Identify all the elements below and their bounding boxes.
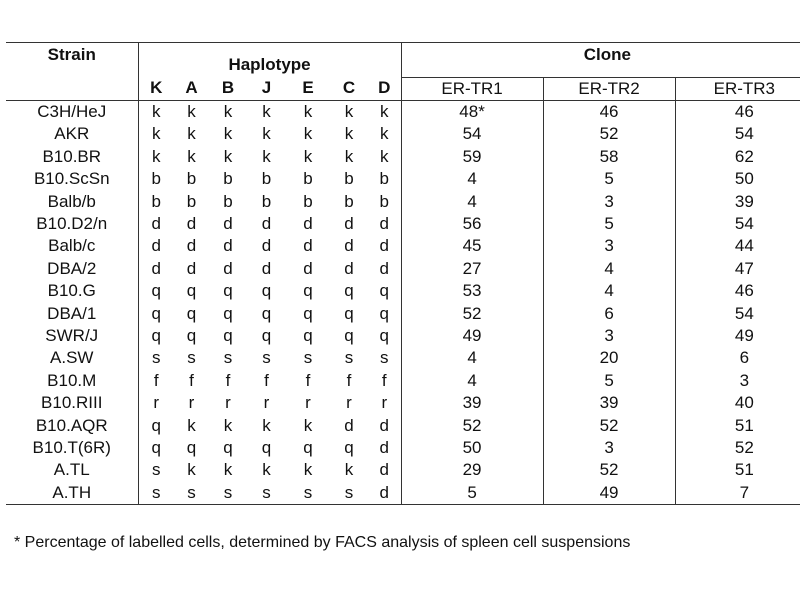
clone-header: Clone xyxy=(401,43,800,78)
clone-value-cell: 49 xyxy=(401,325,543,347)
haplotype-cell: b xyxy=(261,169,272,189)
clone-value-cell: 50 xyxy=(734,169,754,189)
clone-value-cell: 54 xyxy=(401,123,543,145)
haplotype-cell: q xyxy=(303,303,313,323)
haplotype-cell: k xyxy=(368,146,401,168)
clone-value-cell: 54 xyxy=(734,303,754,323)
haplotype-cell: s xyxy=(368,347,401,369)
clone-value-cell: 54 xyxy=(734,214,754,234)
clone-value-cell: 3 xyxy=(543,325,675,347)
clone-value-cell: 5 xyxy=(543,213,675,235)
haplotype-cell: k xyxy=(187,415,196,435)
haplotype-cell: q xyxy=(303,325,313,345)
clone-value-cell: 52 xyxy=(543,123,675,145)
haplotype-cell: d xyxy=(344,258,354,278)
clone-value-cell: 49 xyxy=(543,482,675,505)
table-row xyxy=(6,392,800,414)
haplotype-cell: q xyxy=(186,303,197,323)
clone-value-cell: 45 xyxy=(401,235,543,257)
haplotype-cell: d xyxy=(303,214,313,234)
haplotype-cell: s xyxy=(138,482,174,505)
haplotype-cell: b xyxy=(223,191,233,211)
table-row xyxy=(6,302,800,324)
clone-value-cell: 44 xyxy=(734,236,754,256)
table-row xyxy=(6,123,800,145)
clone-value-cell: 52 xyxy=(734,437,754,457)
haplotype-cell: f xyxy=(305,370,311,390)
clone-value-cell: 56 xyxy=(401,213,543,235)
haplotype-cell: b xyxy=(186,191,197,211)
haplotype-cell: b xyxy=(151,169,161,189)
haplotype-cell: d xyxy=(368,437,401,459)
table-row xyxy=(6,100,800,123)
haplotype-cell: d xyxy=(344,236,354,256)
haplotype-cell: k xyxy=(262,124,271,144)
clone-value-cell: 39 xyxy=(543,392,675,414)
haplotype-cell: s xyxy=(223,348,233,368)
haplotype-cell: b xyxy=(186,169,197,189)
clone-value-cell: 39 xyxy=(401,392,543,414)
table-row xyxy=(6,280,800,302)
haplotype-cell: q xyxy=(223,303,233,323)
strain-cell: B10.BR xyxy=(6,146,138,168)
haplotype-cell: s xyxy=(344,348,354,368)
haplotype-cell: k xyxy=(187,102,196,122)
strain-cell: B10.ScSn xyxy=(6,168,138,190)
haplotype-cell: k xyxy=(368,100,401,123)
haplotype-cell: k xyxy=(303,146,313,166)
strain-cell: B10.AQR xyxy=(6,414,138,436)
clone-value-cell: 48* xyxy=(401,100,543,123)
clone-value-cell: 3 xyxy=(543,190,675,212)
haplotype-cell: r xyxy=(188,393,195,413)
haplotype-cell: s xyxy=(152,348,161,368)
haplotype-cell: q xyxy=(368,302,401,324)
clone-value-cell: 4 xyxy=(401,190,543,212)
clone-value-cell: 5 xyxy=(543,370,675,392)
strain-cell: B10.T(6R) xyxy=(6,437,138,459)
haplotype-cell: q xyxy=(223,281,233,301)
haplotype-column-header: B xyxy=(209,77,247,100)
haplotype-cell: q xyxy=(186,281,197,301)
clone-value-cell: 20 xyxy=(543,347,675,369)
clone-value-cell: 49 xyxy=(734,325,754,345)
haplotype-cell: k xyxy=(344,460,354,480)
clone-value-cell: 52 xyxy=(401,302,543,324)
haplotype-cell: q xyxy=(151,325,161,345)
clone-value-cell: 5 xyxy=(401,482,543,505)
strain-cell: Balb/b xyxy=(6,190,138,212)
strain-table-container xyxy=(6,42,793,505)
haplotype-cell: d xyxy=(368,213,401,235)
haplotype-cell: s xyxy=(209,482,247,505)
haplotype-cell: s xyxy=(330,482,368,505)
clone-value-cell: 51 xyxy=(734,415,754,435)
table-row xyxy=(6,190,800,212)
haplotype-cell: k xyxy=(262,415,271,435)
clone-value-cell: 6 xyxy=(543,302,675,324)
haplotype-cell: d xyxy=(151,236,161,256)
strain-header: Strain xyxy=(6,43,138,101)
haplotype-cell: b xyxy=(261,191,272,211)
clone-column-header: ER-TR2 xyxy=(543,77,675,100)
haplotype-column-header: A xyxy=(174,77,209,100)
haplotype-cell: q xyxy=(151,281,161,301)
haplotype-cell: k xyxy=(262,460,271,480)
haplotype-cell: d xyxy=(186,258,197,278)
clone-value-cell: 54 xyxy=(734,124,754,144)
haplotype-cell: b xyxy=(344,169,354,189)
haplotype-cell: d xyxy=(186,236,197,256)
haplotype-cell: k xyxy=(303,460,313,480)
haplotype-cell: q xyxy=(261,281,272,301)
haplotype-cell: q xyxy=(151,415,161,435)
strain-cell: C3H/HeJ xyxy=(6,100,138,123)
haplotype-cell: k xyxy=(223,124,233,144)
haplotype-cell: r xyxy=(305,393,311,413)
haplotype-cell: f xyxy=(264,370,269,390)
haplotype-cell: q xyxy=(368,280,401,302)
strain-cell: Balb/c xyxy=(6,235,138,257)
haplotype-cell: s xyxy=(174,482,209,505)
table-row xyxy=(6,213,800,235)
haplotype-cell: s xyxy=(187,348,196,368)
strain-cell: DBA/2 xyxy=(6,258,138,280)
haplotype-cell: s xyxy=(152,460,161,480)
clone-value-cell: 4 xyxy=(543,280,675,302)
clone-value-cell: 59 xyxy=(401,146,543,168)
haplotype-column-header: C xyxy=(330,77,368,100)
table-row xyxy=(6,235,800,257)
haplotype-cell: k xyxy=(223,102,233,122)
haplotype-cell: r xyxy=(263,393,270,413)
table-row xyxy=(6,437,800,459)
clone-value-cell: 62 xyxy=(734,146,754,166)
haplotype-cell: k xyxy=(262,102,271,122)
haplotype-cell: q xyxy=(223,325,233,345)
clone-value-cell: 6 xyxy=(739,348,750,368)
clone-value-cell: 50 xyxy=(401,437,543,459)
clone-value-cell: 46 xyxy=(734,102,754,122)
haplotype-cell: d xyxy=(261,236,272,256)
footnote: * Percentage of labelled cells, determined by FACS analysis of spleen cell suspensions xyxy=(14,534,631,551)
haplotype-cell: k xyxy=(152,102,161,122)
table-row xyxy=(6,414,800,436)
haplotype-cell: d xyxy=(261,214,272,234)
haplotype-cell: r xyxy=(225,393,231,413)
clone-value-cell: 7 xyxy=(675,482,800,505)
haplotype-cell: q xyxy=(368,325,401,347)
strain-cell: A.TH xyxy=(6,482,138,505)
clone-value-cell: 4 xyxy=(401,347,543,369)
strain-cell: B10.RIII xyxy=(6,392,138,414)
clone-value-cell: 58 xyxy=(543,146,675,168)
haplotype-cell: k xyxy=(223,146,233,166)
haplotype-column-header: D xyxy=(368,77,401,100)
haplotype-cell: d xyxy=(368,414,401,436)
haplotype-cell: f xyxy=(346,370,352,390)
clone-value-cell: 3 xyxy=(543,437,675,459)
strain-haplotype-clone-table xyxy=(6,42,800,505)
clone-value-cell: 39 xyxy=(734,191,754,211)
clone-value-cell: 4 xyxy=(401,370,543,392)
haplotype-cell: d xyxy=(303,258,313,278)
haplotype-cell: k xyxy=(303,102,313,122)
haplotype-cell: d xyxy=(261,258,272,278)
clone-value-cell: 27 xyxy=(401,258,543,280)
haplotype-cell: k xyxy=(152,124,161,144)
haplotype-cell: d xyxy=(303,236,313,256)
haplotype-cell: d xyxy=(186,214,197,234)
clone-value-cell: 3 xyxy=(739,370,750,390)
haplotype-cell: f xyxy=(368,370,401,392)
clone-value-cell: 5 xyxy=(543,168,675,190)
clone-value-cell: 4 xyxy=(401,168,543,190)
haplotype-cell: s xyxy=(247,482,286,505)
haplotype-cell: q xyxy=(261,325,272,345)
strain-cell: B10.D2/n xyxy=(6,213,138,235)
haplotype-cell: q xyxy=(344,281,354,301)
haplotype-cell: b xyxy=(303,169,313,189)
strain-cell: SWR/J xyxy=(6,325,138,347)
haplotype-cell: q xyxy=(151,437,161,457)
table-row xyxy=(6,459,800,481)
haplotype-cell: f xyxy=(225,370,231,390)
haplotype-cell: q xyxy=(186,325,197,345)
haplotype-cell: s xyxy=(303,348,313,368)
haplotype-cell: b xyxy=(151,191,161,211)
clone-value-cell: 47 xyxy=(734,258,754,278)
clone-value-cell: 53 xyxy=(401,280,543,302)
clone-value-cell: 46 xyxy=(734,281,754,301)
haplotype-cell: d xyxy=(344,415,354,435)
clone-value-cell: 40 xyxy=(734,393,754,413)
haplotype-column-header: K xyxy=(138,77,174,100)
haplotype-cell: q xyxy=(344,325,354,345)
clone-column-header: ER-TR3 xyxy=(675,77,800,100)
haplotype-cell: k xyxy=(223,415,233,435)
clone-value-cell: 51 xyxy=(734,460,754,480)
haplotype-cell: q xyxy=(303,281,313,301)
haplotype-cell: k xyxy=(344,102,354,122)
haplotype-cell: s xyxy=(286,482,330,505)
haplotype-cell: r xyxy=(153,393,160,413)
clone-value-cell: 52 xyxy=(543,414,675,436)
strain-cell: B10.M xyxy=(6,370,138,392)
haplotype-cell: b xyxy=(223,169,233,189)
clone-value-cell: 52 xyxy=(401,414,543,436)
haplotype-cell: r xyxy=(346,393,352,413)
haplotype-cell: d xyxy=(344,214,354,234)
haplotype-cell: q xyxy=(151,303,161,323)
haplotype-cell: d xyxy=(223,258,233,278)
haplotype-column-header: J xyxy=(247,77,286,100)
haplotype-cell: k xyxy=(152,146,161,166)
haplotype-cell: q xyxy=(261,437,272,457)
haplotype-cell: k xyxy=(368,123,401,145)
table-row xyxy=(6,168,800,190)
haplotype-cell: q xyxy=(261,303,272,323)
haplotype-cell: b xyxy=(344,191,354,211)
haplotype-cell: k xyxy=(187,124,196,144)
strain-cell: AKR xyxy=(6,123,138,145)
haplotype-cell: f xyxy=(153,370,159,390)
clone-value-cell: 29 xyxy=(401,459,543,481)
strain-cell: B10.G xyxy=(6,280,138,302)
haplotype-cell: b xyxy=(303,191,313,211)
haplotype-cell: q xyxy=(303,437,313,457)
clone-value-cell: 52 xyxy=(543,459,675,481)
haplotype-cell: d xyxy=(368,258,401,280)
clone-value-cell: 46 xyxy=(543,100,675,123)
clone-column-header: ER-TR1 xyxy=(401,77,543,100)
haplotype-cell: b xyxy=(368,168,401,190)
haplotype-cell: k xyxy=(344,146,354,166)
haplotype-cell: d xyxy=(151,214,161,234)
haplotype-cell: q xyxy=(223,437,233,457)
table-row xyxy=(6,347,800,369)
haplotype-column-header: E xyxy=(286,77,330,100)
table-body xyxy=(6,100,800,504)
table-row xyxy=(6,146,800,168)
haplotype-cell: q xyxy=(186,437,197,457)
haplotype-cell: d xyxy=(368,235,401,257)
table-row xyxy=(6,258,800,280)
haplotype-cell: r xyxy=(368,392,401,414)
haplotype-cell: d xyxy=(223,236,233,256)
haplotype-cell: q xyxy=(344,303,354,323)
haplotype-cell: f xyxy=(189,370,194,390)
strain-cell: A.SW xyxy=(6,347,138,369)
haplotype-cell: k xyxy=(344,124,354,144)
haplotype-header: Haplotype xyxy=(138,43,401,78)
haplotype-cell: k xyxy=(187,460,196,480)
haplotype-cell: k xyxy=(187,146,196,166)
haplotype-cell: k xyxy=(223,460,233,480)
table-row xyxy=(6,370,800,392)
haplotype-cell: d xyxy=(368,482,401,505)
haplotype-cell: k xyxy=(262,146,271,166)
table-row xyxy=(6,325,800,347)
strain-cell: A.TL xyxy=(6,459,138,481)
clone-value-cell: 3 xyxy=(543,235,675,257)
haplotype-cell: q xyxy=(344,437,354,457)
haplotype-cell: d xyxy=(368,459,401,481)
haplotype-cell: b xyxy=(368,190,401,212)
table-row xyxy=(6,482,800,505)
haplotype-cell: d xyxy=(151,258,161,278)
clone-value-cell: 4 xyxy=(543,258,675,280)
strain-cell: DBA/1 xyxy=(6,302,138,324)
haplotype-cell: k xyxy=(303,415,313,435)
haplotype-cell: k xyxy=(303,124,313,144)
haplotype-cell: d xyxy=(223,214,233,234)
haplotype-cell: s xyxy=(262,348,271,368)
